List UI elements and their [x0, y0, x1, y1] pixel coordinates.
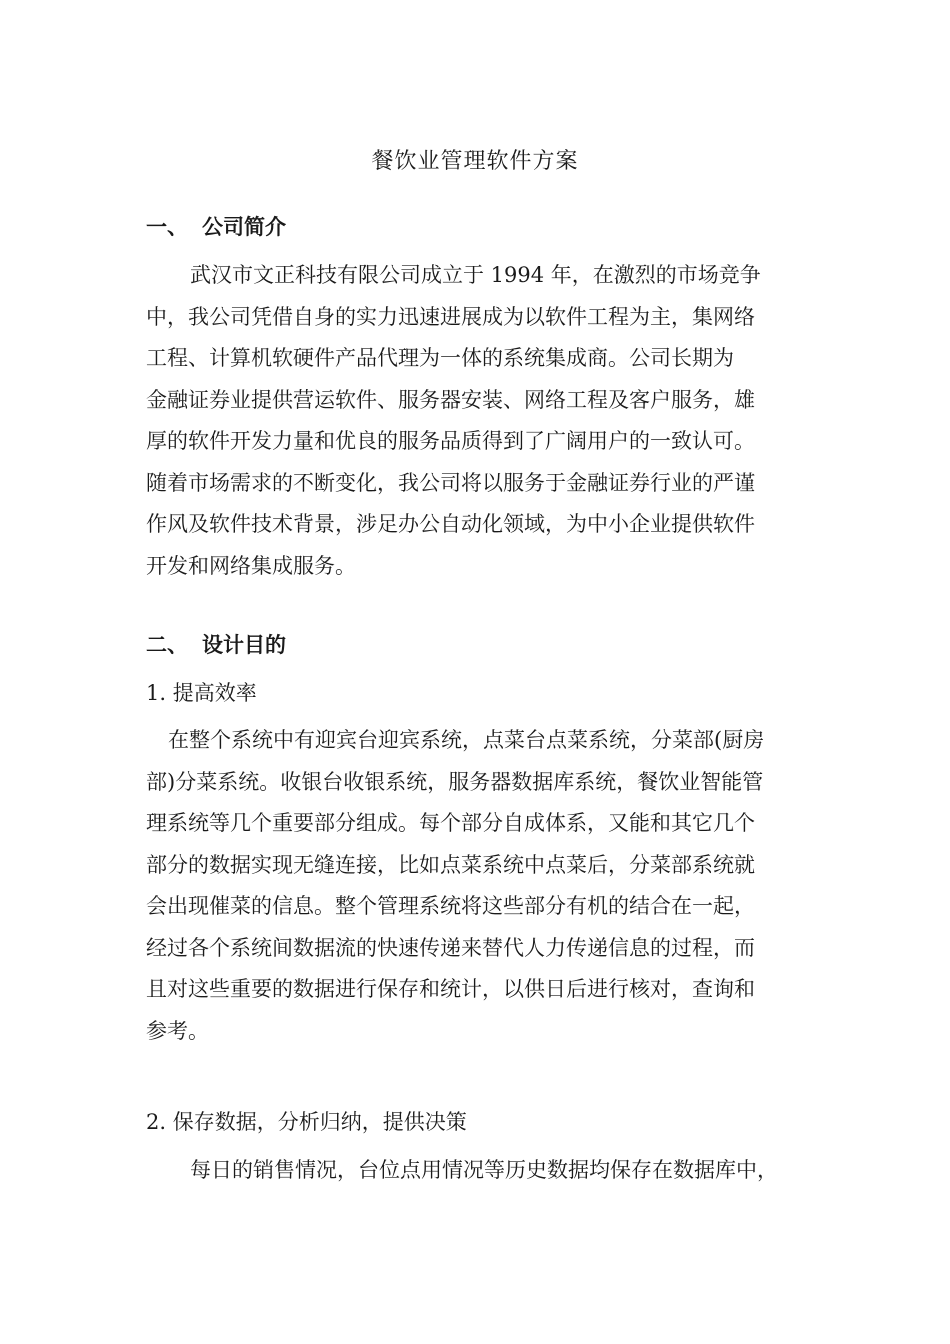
- paragraph-line: 随着市场需求的不断变化，我公司将以服务于金融证券行业的严谨: [146, 470, 755, 495]
- paragraph-line: 工程、计算机软硬件产品代理为一体的系统集成商。公司长期为: [146, 346, 734, 370]
- paragraph-line: 部)分菜系统。收银台收银系统，服务器数据库系统，餐饮业智能管: [146, 769, 764, 794]
- paragraph-line: 在整个系统中有迎宾台迎宾系统，点菜台点菜系统，分菜部(厨房: [168, 728, 765, 752]
- paragraph-line: 金融证券业提供营运软件、服务器安装、网络工程及客户服务，雄: [146, 387, 755, 412]
- paragraph-line: 厚的软件开发力量和优良的服务品质得到了广阔用户的一致认可。: [146, 429, 755, 453]
- paragraph-line: 参考。: [146, 1018, 209, 1043]
- efficiency-paragraph: [146, 720, 826, 1052]
- subsection-heading-data-storage: 2. 保存数据，分析归纳，提供决策: [146, 1110, 467, 1134]
- section-number: 一、: [146, 215, 188, 239]
- paragraph-line: 理系统等几个重要部分组成。每个部分自成体系，又能和其它几个: [146, 811, 755, 835]
- paragraph-line: 开发和网络集成服务。: [146, 553, 356, 578]
- paragraph-line: 且对这些重要的数据进行保存和统计，以供日后进行核对，查询和: [146, 977, 755, 1001]
- data-storage-paragraph: [146, 1150, 826, 1192]
- paragraph-line: 经过各个系统间数据流的快速传递来替代人力传递信息的过程，而: [146, 935, 755, 960]
- section-heading-company-profile: [146, 211, 286, 243]
- company-profile-paragraph: [146, 255, 826, 587]
- section-heading-design-purpose: [146, 629, 286, 661]
- paragraph-line: 会出现催菜的信息。整个管理系统将这些部分有机的结合在一起，: [146, 894, 755, 918]
- subsection-heading-efficiency: 1. 提高效率: [146, 681, 257, 705]
- document-title: 餐饮业管理软件方案: [371, 149, 579, 174]
- paragraph-line: 每日的销售情况，台位点用情况等历史数据均保存在数据库中，: [190, 1158, 778, 1182]
- section-title: 设计目的: [202, 633, 286, 657]
- paragraph-line: 中，我公司凭借自身的实力迅速进展成为以软件工程为主，集网络: [146, 304, 755, 329]
- section-title: 公司简介: [202, 215, 286, 239]
- section-number: 二、: [146, 633, 188, 657]
- paragraph-line: 部分的数据实现无缝连接，比如点菜系统中点菜后，分菜部系统就: [146, 852, 755, 877]
- paragraph-line: 武汉市文正科技有限公司成立于 1994 年，在激烈的市场竞争: [190, 263, 761, 287]
- paragraph-line: 作风及软件技术背景，涉足办公自动化领域，为中小企业提供软件: [146, 512, 755, 536]
